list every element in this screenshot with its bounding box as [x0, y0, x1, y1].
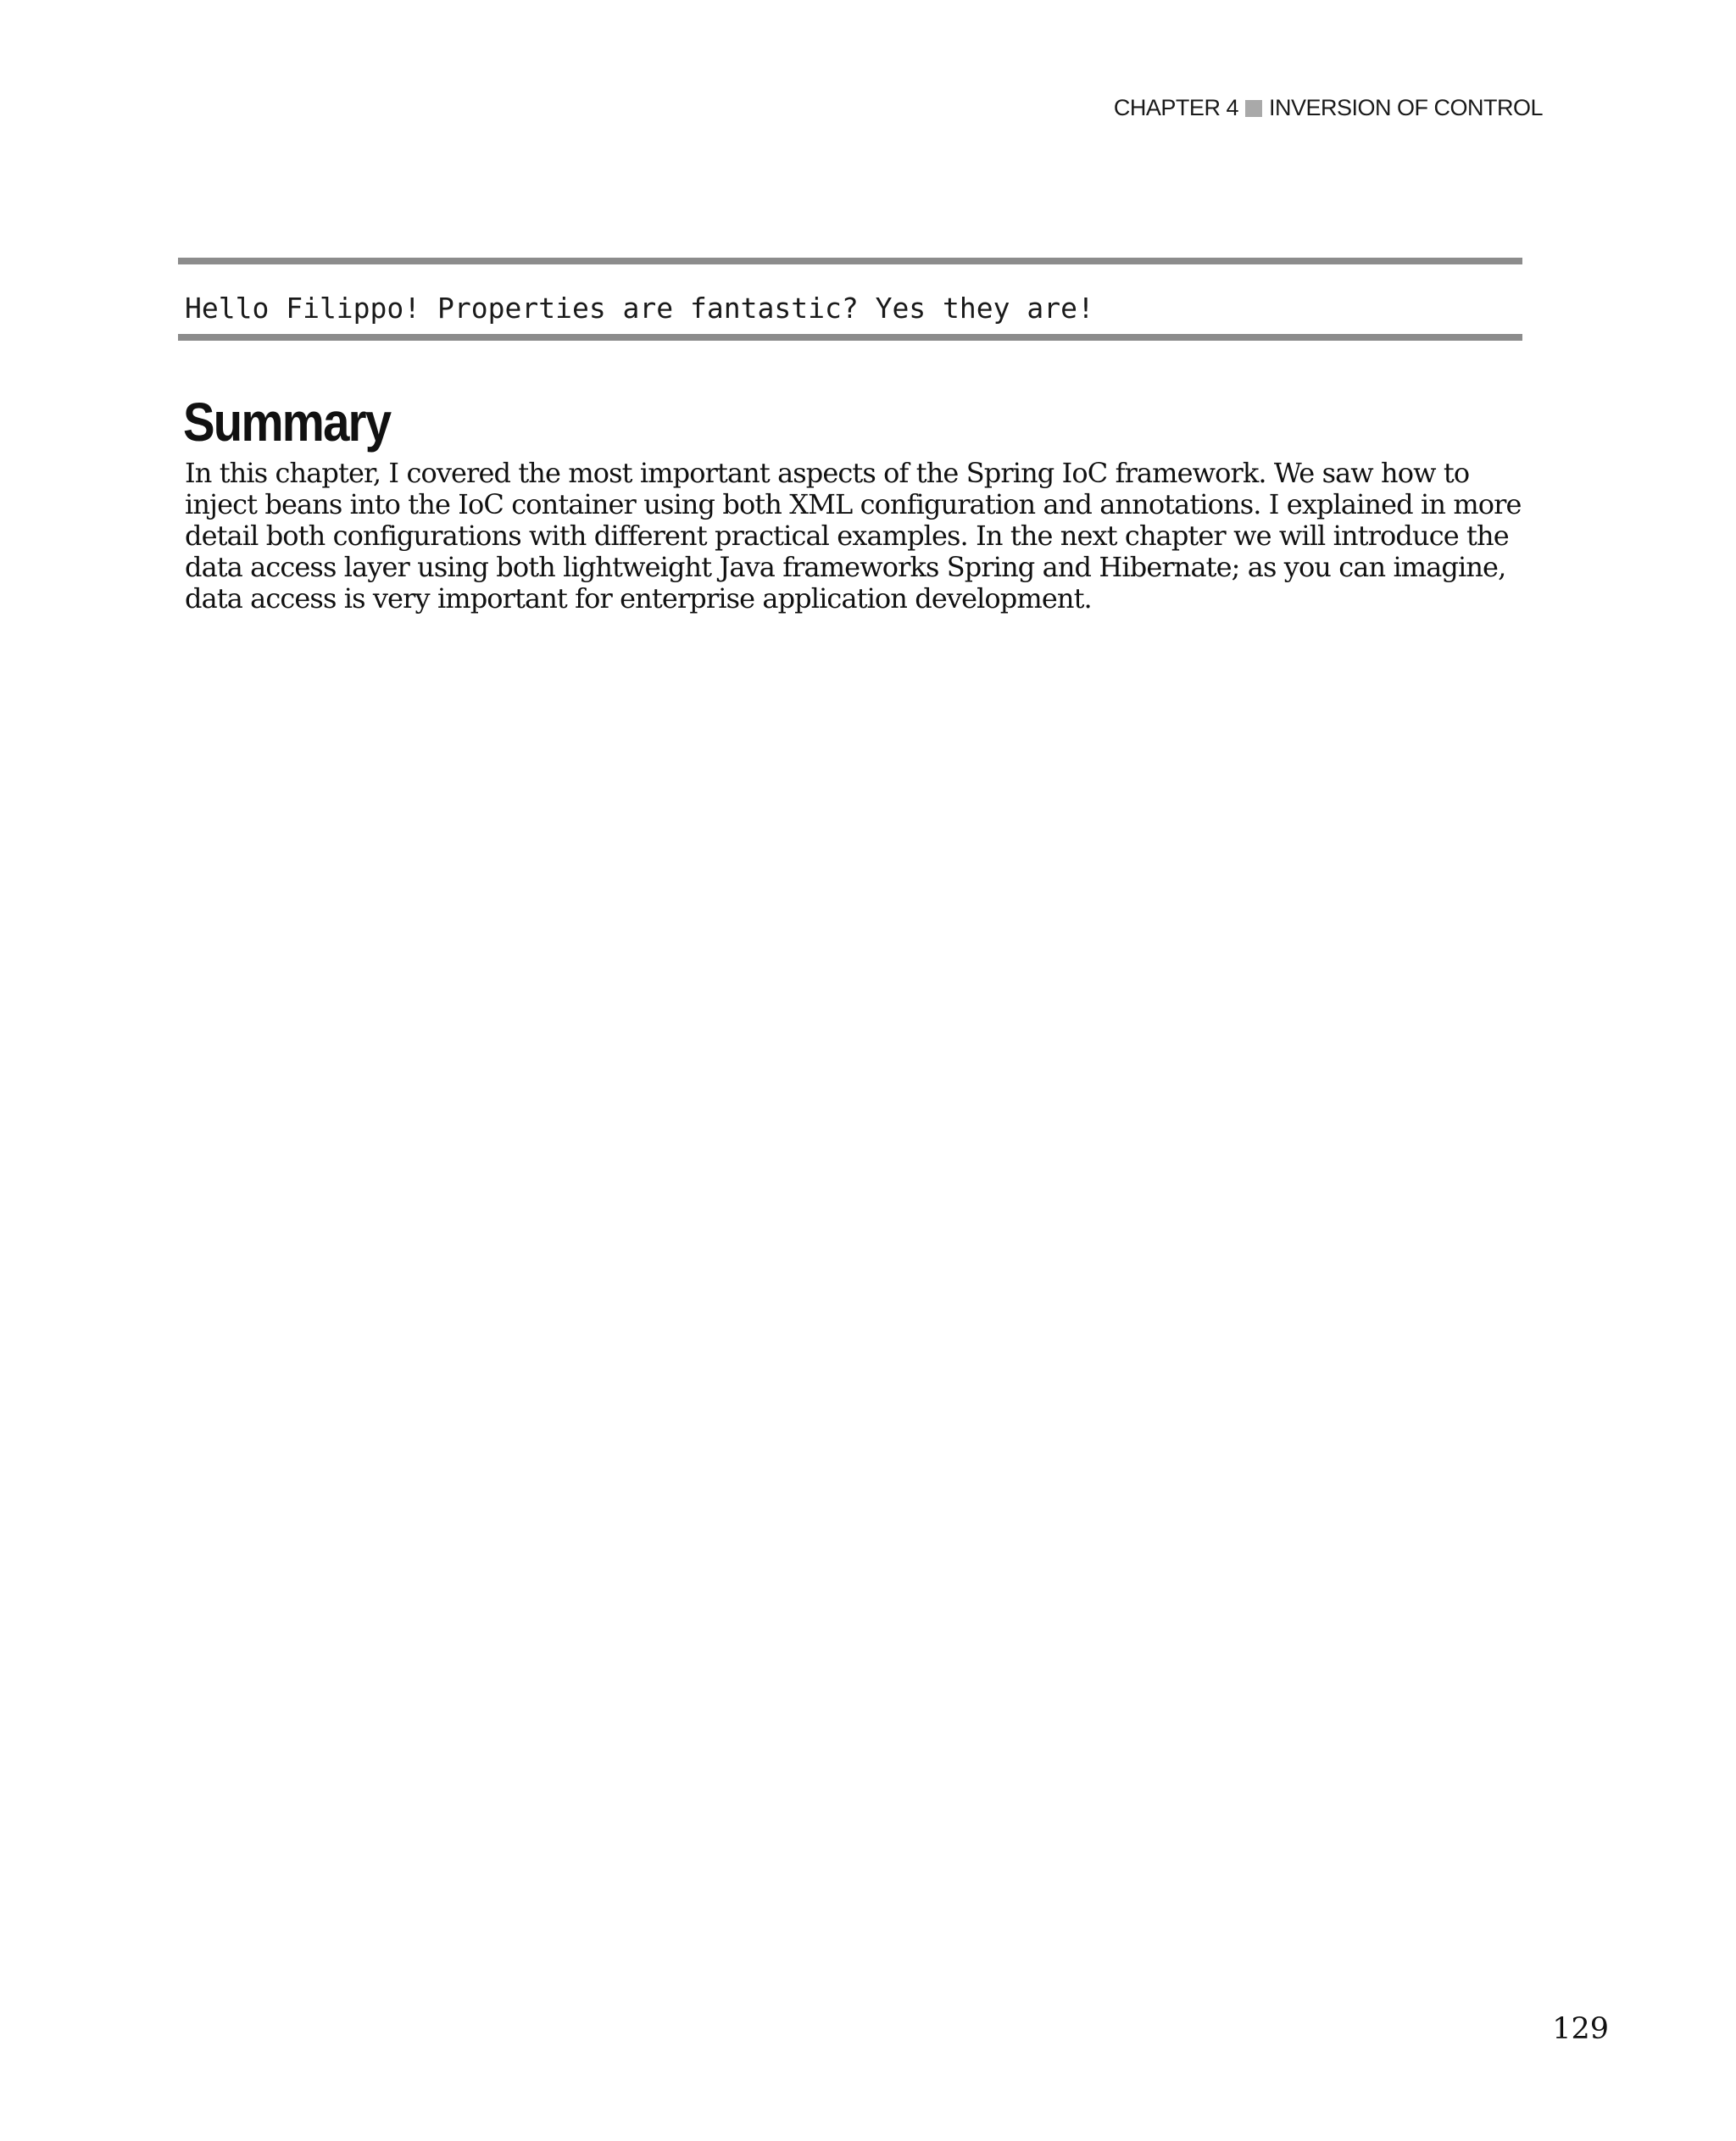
running-head-chapter: CHAPTER 4 [1113, 95, 1238, 120]
gray-square-icon [1245, 100, 1262, 117]
section-heading: Summary [183, 392, 391, 453]
code-output-line: Hello Filippo! Properties are fantastic? Yes they are! [185, 292, 1094, 325]
summary-paragraph: In this chapter, I covered the most important aspects of the Spring IoC framework. We saw how to inject beans into the IoC container using both XML configuration and annotations. I explained in more detail both configurations with different practical examples. In the next chapter we will introduce the data access layer using both lightweight Java frameworks Spring and Hibernate; as you can imagine, data access is very important for enterprise application development. [185, 457, 1522, 614]
code-output-block [178, 258, 1522, 341]
running-head-title: INVERSION OF CONTROL [1268, 95, 1543, 120]
page-number: 129 [1552, 2012, 1609, 2046]
running-head [1114, 95, 1543, 121]
